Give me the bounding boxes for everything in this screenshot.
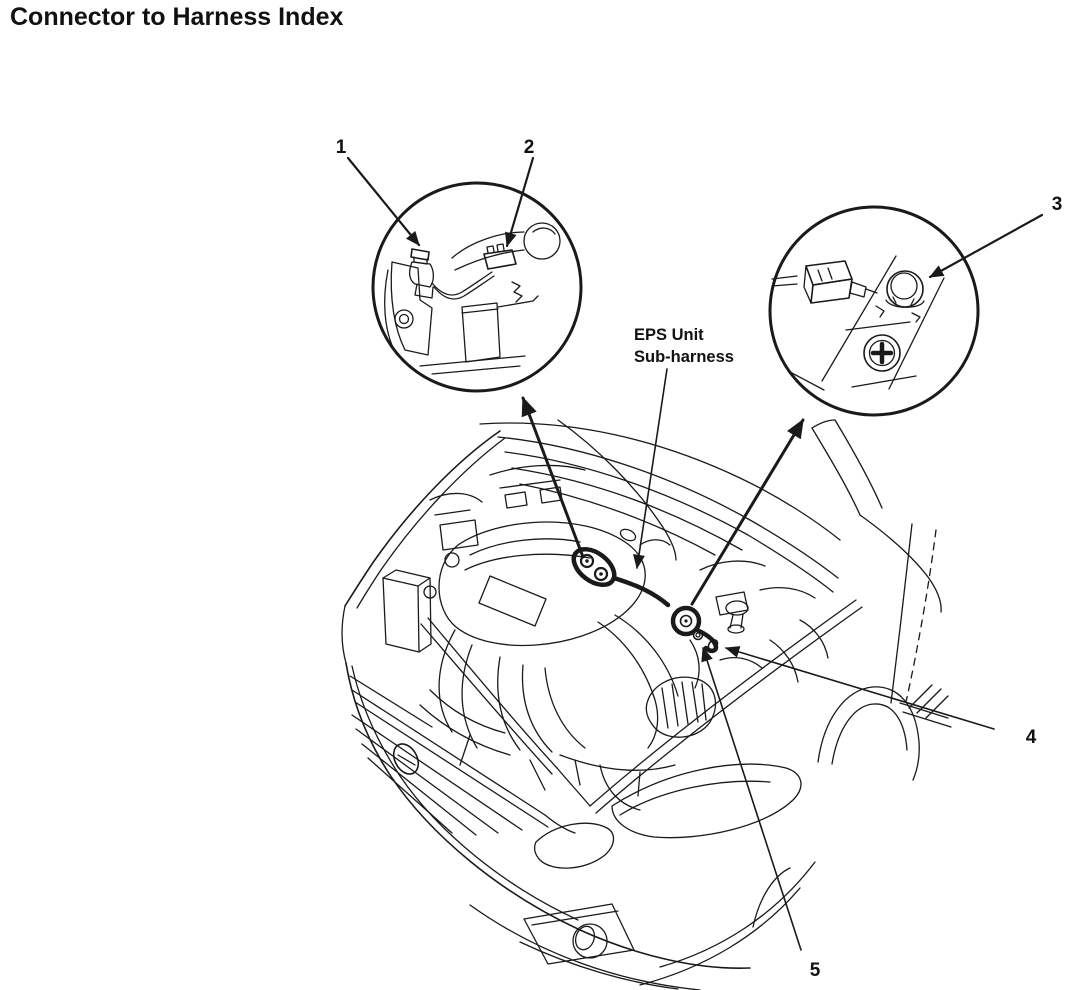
callout-number-2: 2 xyxy=(523,137,535,158)
eps-label-line1: EPS Unit xyxy=(634,326,704,344)
arrow-to-left-circle xyxy=(523,398,583,557)
callout-number-5: 5 xyxy=(809,960,821,981)
callout-number-1: 1 xyxy=(335,137,347,158)
arrow-to-right-circle xyxy=(692,420,803,604)
callout-number-3: 3 xyxy=(1051,194,1063,215)
phillips-screw xyxy=(864,335,900,371)
callout-detail-circle-3 xyxy=(770,207,978,415)
arrow-4 xyxy=(726,648,994,729)
arrow-eps-label xyxy=(637,369,667,568)
callout-detail-circle-1-2 xyxy=(373,183,581,391)
engine-details xyxy=(383,465,828,810)
callout-number-4: 4 xyxy=(1025,727,1037,748)
eps-label-line2: Sub-harness xyxy=(634,348,734,366)
page-title: Connector to Harness Index xyxy=(10,3,344,31)
arrow-5 xyxy=(703,648,801,950)
arrow-1 xyxy=(348,158,419,245)
